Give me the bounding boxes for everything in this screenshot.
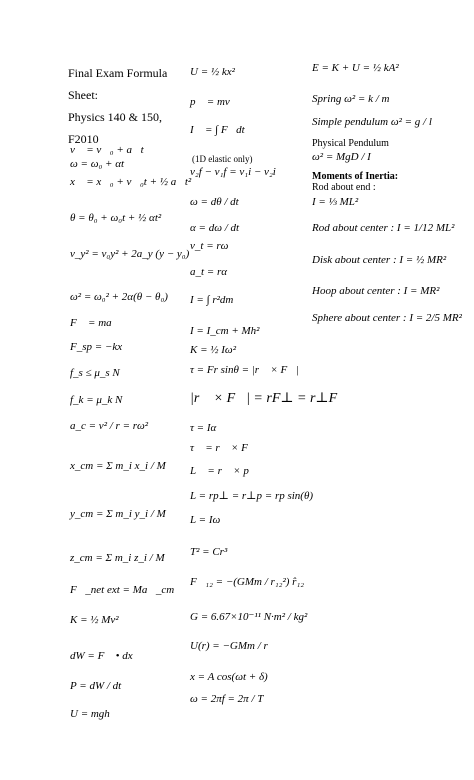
rod-about-end-label: Rod about end : [312,182,376,193]
formula: G = 6.67×10⁻¹¹ N·m² / kg² [190,611,308,623]
physical-pendulum-label: Physical Pendulum [312,138,389,149]
formula: z_cm = Σ m_i z_i / M [70,552,165,564]
formula: L = rp⊥ = r⊥p = rp sin(θ) [190,490,314,502]
formula: Hoop about center : I = MR² [312,285,440,297]
formula: U(r) = −GMm / r [190,640,268,652]
formula: ω² = MgD / I [312,151,371,163]
formula: |r⃗ × F⃗| = rF⊥ = r⊥F [190,391,338,406]
formula: I = ∫ r²dm [190,294,234,306]
formula: U = ½ kx² [190,66,235,78]
formula: L = Iω [190,514,221,526]
formula: τ = Fr sinθ = |r⃗ × F⃗| [190,364,299,376]
formula: F⃗_net ext = Ma⃗_cm [70,584,175,596]
formula: a_c = v² / r = rω² [70,420,149,432]
formula: ω = dθ / dt [190,196,239,208]
formula: y_cm = Σ m_i y_i / M [70,508,166,520]
formula: v_y² = v₀y² + 2a_y (y − y₀) [70,248,190,260]
formula: F⃗ = ma⃗ [70,317,121,329]
formula: P = dW / dt [70,680,122,692]
formula: Rod about center : I = 1/12 ML² [312,222,455,234]
sheet-title: Final Exam Formula Sheet: Physics 140 & 150, F2010 [68,66,168,146]
formula: v₂f − v₁f = v₁i − v₂i [190,166,276,178]
formula: Spring ω² = k / m [312,93,390,105]
formula: L⃗ = r⃗ × p⃗ [190,465,258,477]
formula: p⃗ = mv⃗ [190,96,239,108]
formula: x = A cos(ωt + δ) [190,671,268,683]
formula: τ = Iα [190,422,217,434]
formula: τ⃗ = r⃗ × F⃗ [190,442,257,454]
formula: v_t = rω [190,240,229,252]
formula: ω² = ω₀² + 2α(θ − θ₀) [70,291,168,303]
formula: K = ½ Iω² [190,344,236,356]
formula: I = ⅓ ML² [312,196,359,208]
formula: x_cm = Σ m_i x_i / M [70,460,166,472]
formula: I = I_cm + Mh² [190,325,260,337]
formula: θ = θ₀ + ω₀t + ½ αt² [70,212,162,224]
formula: f_k = μ_k N [70,394,123,406]
formula: E = K + U = ½ kA² [312,62,399,74]
formula: F_sp = −kx [70,341,123,353]
formula: I⃗ = ∫ F⃗dt [190,124,245,136]
formula: ω = 2πf = 2π / T [190,693,264,705]
formula: Disk about center : I = ½ MR² [312,254,447,266]
formula: x⃗ = x⃗₀ + v⃗₀t + ½ a⃗t² [70,176,192,188]
formula: a_t = rα [190,266,228,278]
formula: α = dω / dt [190,222,240,234]
formula: Sphere about center : I = 2/5 MR² [312,312,462,324]
moments-of-inertia-heading: Moments of Inertia: [312,171,399,182]
note-1d-elastic: (1D elastic only) [192,154,253,164]
formula: Simple pendulum ω² = g / l [312,116,432,128]
formula: T² = Cr³ [190,546,228,558]
formula: F⃗₁₂ = −(GMm / r₁₂²) r̂₁₂ [190,576,305,588]
formula: v⃗ = v⃗₀ + a⃗t [70,144,144,156]
formula: ω = ω₀ + αt [70,158,125,170]
formula: K = ½ Mv² [70,614,119,626]
formula: U = mgh [70,708,110,720]
formula: f_s ≤ μ_s N [70,367,120,379]
formula: dW = F⃗ • dx⃗ [70,650,142,662]
